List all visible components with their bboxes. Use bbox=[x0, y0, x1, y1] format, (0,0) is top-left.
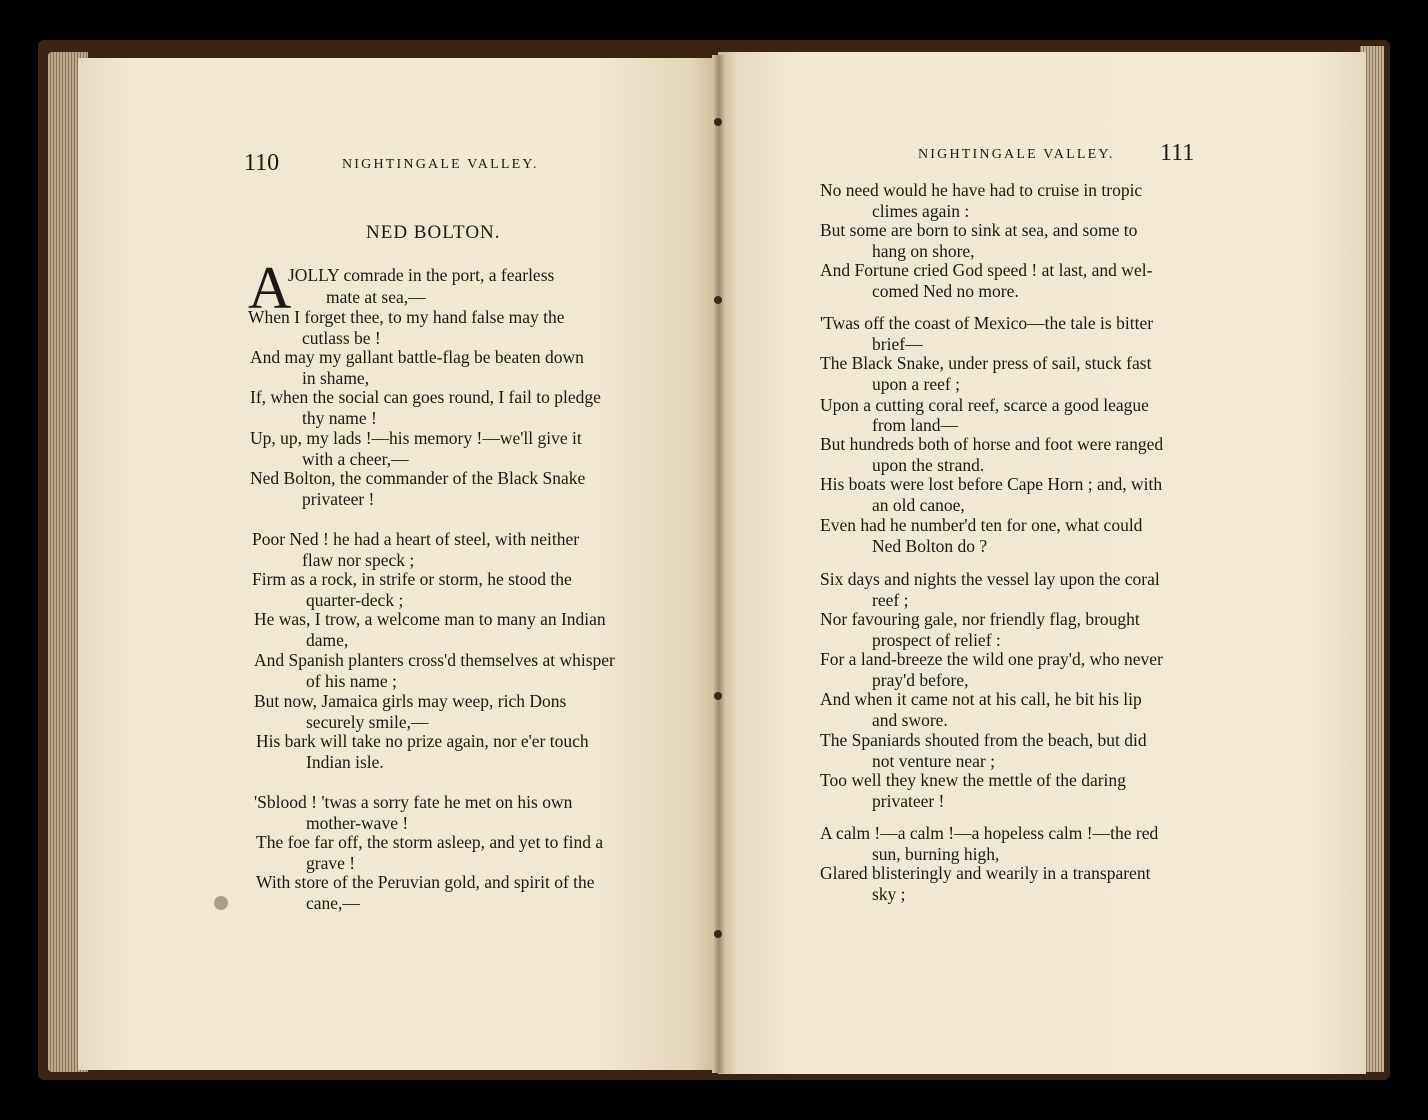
poem-line: His boats were lost before Cape Horn ; and, with bbox=[820, 474, 1163, 494]
poem-line: from land— bbox=[872, 415, 959, 435]
poem-line: reef ; bbox=[872, 590, 909, 610]
poem-line: pray'd before, bbox=[872, 670, 969, 690]
poem-line: flaw nor speck ; bbox=[302, 550, 415, 570]
poem-line: in shame, bbox=[302, 368, 370, 388]
poem-line: A calm !—a calm !—a hopeless calm !—the red bbox=[820, 823, 1159, 843]
poem-line: thy name ! bbox=[302, 408, 377, 428]
poem-line: 'Twas off the coast of Mexico—the tale is bitter bbox=[820, 313, 1154, 333]
poem-line: mother-wave ! bbox=[306, 813, 409, 833]
poem-line: Up, up, my lads !—his memory !—we'll give it bbox=[250, 428, 582, 448]
poem-line: No need would he have had to cruise in tropic bbox=[820, 180, 1143, 200]
poem-line: The Spaniards shouted from the beach, but did bbox=[820, 730, 1147, 750]
book-gutter bbox=[712, 55, 726, 1073]
poem-line: JOLLY comrade in the port, a fearless bbox=[288, 265, 555, 285]
poem-line: But hundreds both of horse and foot were ranged bbox=[820, 434, 1164, 454]
poem-line: comed Ned no more. bbox=[872, 281, 1019, 301]
binding-stitch bbox=[714, 692, 722, 700]
page-number-left: 110 bbox=[244, 150, 280, 176]
poem-line: And Fortune cried God speed ! at last, and wel- bbox=[820, 260, 1153, 280]
poem-line: The Black Snake, under press of sail, stuck fast bbox=[820, 353, 1152, 373]
right-page bbox=[718, 52, 1366, 1074]
poem-line: an old canoe, bbox=[872, 495, 965, 515]
poem-line: The foe far off, the storm asleep, and yet to find a bbox=[256, 832, 604, 852]
poem-line: grave ! bbox=[306, 853, 356, 873]
page-stain bbox=[214, 896, 228, 910]
poem-line: sky ; bbox=[872, 884, 906, 904]
poem-line: and swore. bbox=[872, 710, 948, 730]
poem-line: Nor favouring gale, nor friendly flag, brought bbox=[820, 609, 1140, 629]
poem-line: dame, bbox=[306, 630, 349, 650]
poem-line: privateer ! bbox=[302, 489, 375, 509]
poem-line: 'Sblood ! 'twas a sorry fate he met on his own bbox=[254, 792, 573, 812]
poem-line: His bark will take no prize again, nor e'er touch bbox=[256, 731, 589, 751]
poem-line: With store of the Peruvian gold, and spirit of the bbox=[256, 872, 595, 892]
poem-line: Ned Bolton, the commander of the Black Snake bbox=[250, 468, 586, 488]
poem-line: But now, Jamaica girls may weep, rich Dons bbox=[254, 691, 567, 711]
poem-line: climes again : bbox=[872, 201, 970, 221]
poem-line: of his name ; bbox=[306, 671, 397, 691]
poem-line: Firm as a rock, in strife or storm, he stood the bbox=[252, 569, 572, 589]
poem-line: And may my gallant battle-flag be beaten down bbox=[250, 347, 584, 367]
poem-line: cane,— bbox=[306, 893, 360, 913]
poem-line: Glared blisteringly and wearily in a transparent bbox=[820, 863, 1151, 883]
binding-stitch bbox=[714, 930, 722, 938]
poem-line: with a cheer,— bbox=[302, 449, 409, 469]
poem-line: Six days and nights the vessel lay upon the coral bbox=[820, 569, 1160, 589]
poem-line: privateer ! bbox=[872, 791, 945, 811]
poem-line: mate at sea,— bbox=[326, 287, 426, 307]
poem-line: upon a reef ; bbox=[872, 374, 960, 394]
poem-line: brief— bbox=[872, 334, 923, 354]
poem-line: And when it came not at his call, he bit his lip bbox=[820, 689, 1142, 709]
poem-line: For a land-breeze the wild one pray'd, who never bbox=[820, 649, 1163, 669]
poem-line: Ned Bolton do ? bbox=[872, 536, 988, 556]
poem-line: sun, burning high, bbox=[872, 844, 1000, 864]
poem-line: When I forget thee, to my hand false may the bbox=[248, 307, 565, 327]
page-number-right: 111 bbox=[1160, 140, 1195, 166]
poem-line: He was, I trow, a welcome man to many an Indian bbox=[254, 609, 606, 629]
poem-line: Indian isle. bbox=[306, 752, 384, 772]
poem-line: hang on shore, bbox=[872, 241, 975, 261]
poem-line: upon the strand. bbox=[872, 455, 985, 475]
poem-line: not venture near ; bbox=[872, 751, 995, 771]
binding-stitch bbox=[714, 296, 722, 304]
drop-cap: A bbox=[248, 255, 292, 321]
poem-title: NED BOLTON. bbox=[366, 222, 501, 243]
poem-line: securely smile,— bbox=[306, 712, 429, 732]
poem-line: prospect of relief : bbox=[872, 630, 1001, 650]
poem-line: Even had he number'd ten for one, what could bbox=[820, 515, 1143, 535]
poem-line: Poor Ned ! he had a heart of steel, with neither bbox=[252, 529, 580, 549]
running-title-left: NIGHTINGALE VALLEY. bbox=[342, 157, 539, 172]
poem-line: If, when the social can goes round, I fail to pledge bbox=[250, 387, 601, 407]
poem-line: quarter-deck ; bbox=[306, 590, 404, 610]
poem-line: Too well they knew the mettle of the daring bbox=[820, 770, 1126, 790]
poem-line: But some are born to sink at sea, and some to bbox=[820, 220, 1138, 240]
poem-line: And Spanish planters cross'd themselves at whisper bbox=[254, 650, 615, 670]
poem-line: cutlass be ! bbox=[302, 328, 381, 348]
running-title-right: NIGHTINGALE VALLEY. bbox=[918, 147, 1115, 162]
poem-line: Upon a cutting coral reef, scarce a good league bbox=[820, 395, 1149, 415]
binding-stitch bbox=[714, 118, 722, 126]
